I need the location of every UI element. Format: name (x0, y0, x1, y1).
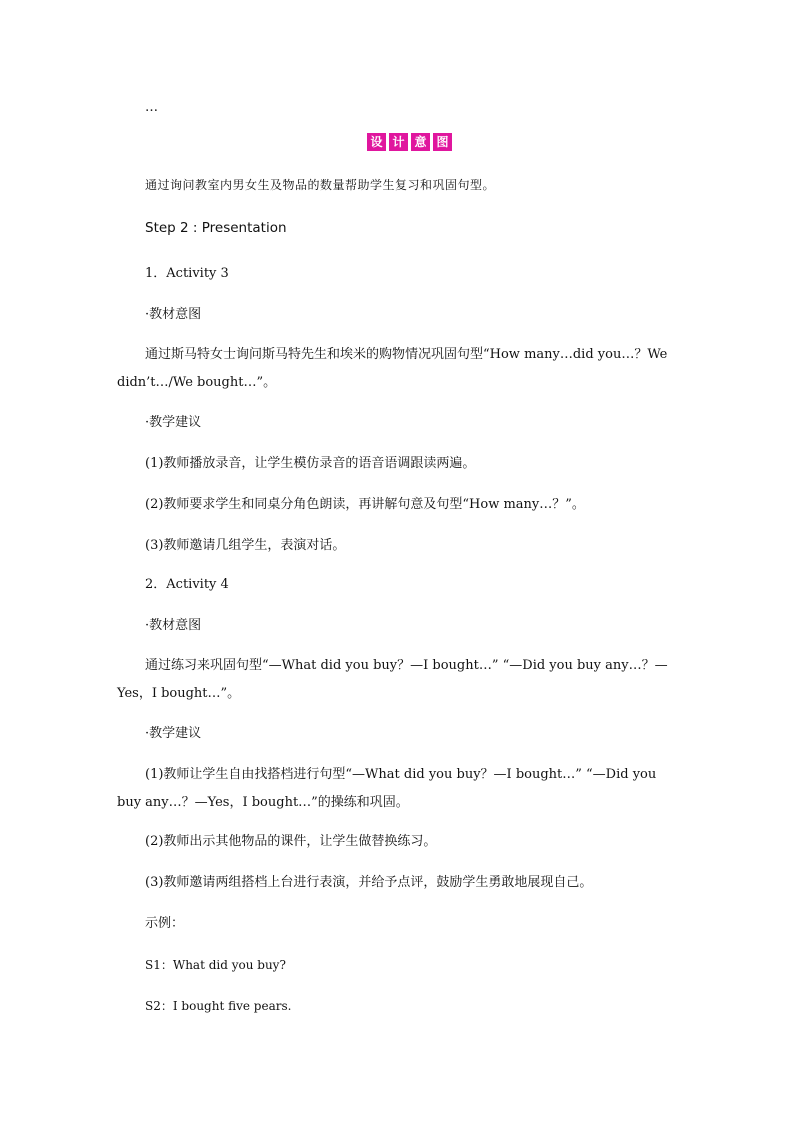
activity3-material-label: ·教材意图 (145, 307, 202, 322)
example-label: 示例： (145, 916, 185, 931)
design-intent-banner (367, 133, 452, 151)
activity3-material-text: 通过斯马特女士询问斯马特先生和埃米的购物情况巩固句型“How many…did you…？We didn’t…/We bought…”。 (117, 347, 668, 390)
activity3-suggestion-3: (3)教师邀请几组学生，表演对话。 (145, 538, 346, 553)
activity3-suggest-label: ·教学建议 (145, 415, 202, 430)
step-heading: Step 2 : Presentation (145, 220, 287, 236)
activity4-suggest-label: ·教学建议 (145, 726, 202, 741)
banner-char: 图 (433, 133, 452, 151)
activity4-material-label: ·教材意图 (145, 618, 202, 633)
dialogue-line: S1：What did you buy? (145, 958, 286, 972)
activity3-title: 1．Activity 3 (145, 266, 229, 281)
activity3-suggestion-1: (1)教师播放录音，让学生模仿录音的语音语调跟读两遍。 (145, 456, 476, 471)
activity4-material-text: 通过练习来巩固句型“—What did you buy？—I bought…” “—Did you buy any…？—Yes，I bought…”。 (117, 658, 668, 701)
dialogue-line: S2：I bought five pears. (145, 999, 292, 1013)
banner-char: 意 (411, 133, 430, 151)
banner-char: 计 (389, 133, 408, 151)
activity4-suggestion-1: (1)教师让学生自由找搭档进行句型“—What did you buy？—I bought…” “—Did you buy any…？—Yes，I bought…”的操练和巩固。 (117, 767, 657, 810)
activity4-suggestion-2: (2)教师出示其他物品的课件，让学生做替换练习。 (145, 834, 437, 849)
activity3-suggestion-2: (2)教师要求学生和同桌分角色朗读，再讲解句意及句型“How many…？”。 (145, 497, 585, 512)
banner-char: 设 (367, 133, 386, 151)
activity4-suggestion-3: (3)教师邀请两组搭档上台进行表演，并给予点评，鼓励学生勇敢地展现自己。 (145, 875, 593, 890)
ellipsis: … (145, 100, 158, 115)
activity4-title: 2．Activity 4 (145, 577, 229, 592)
design-intent-text: 通过询问教室内男女生及物品的数量帮助学生复习和巩固句型。 (145, 178, 496, 192)
